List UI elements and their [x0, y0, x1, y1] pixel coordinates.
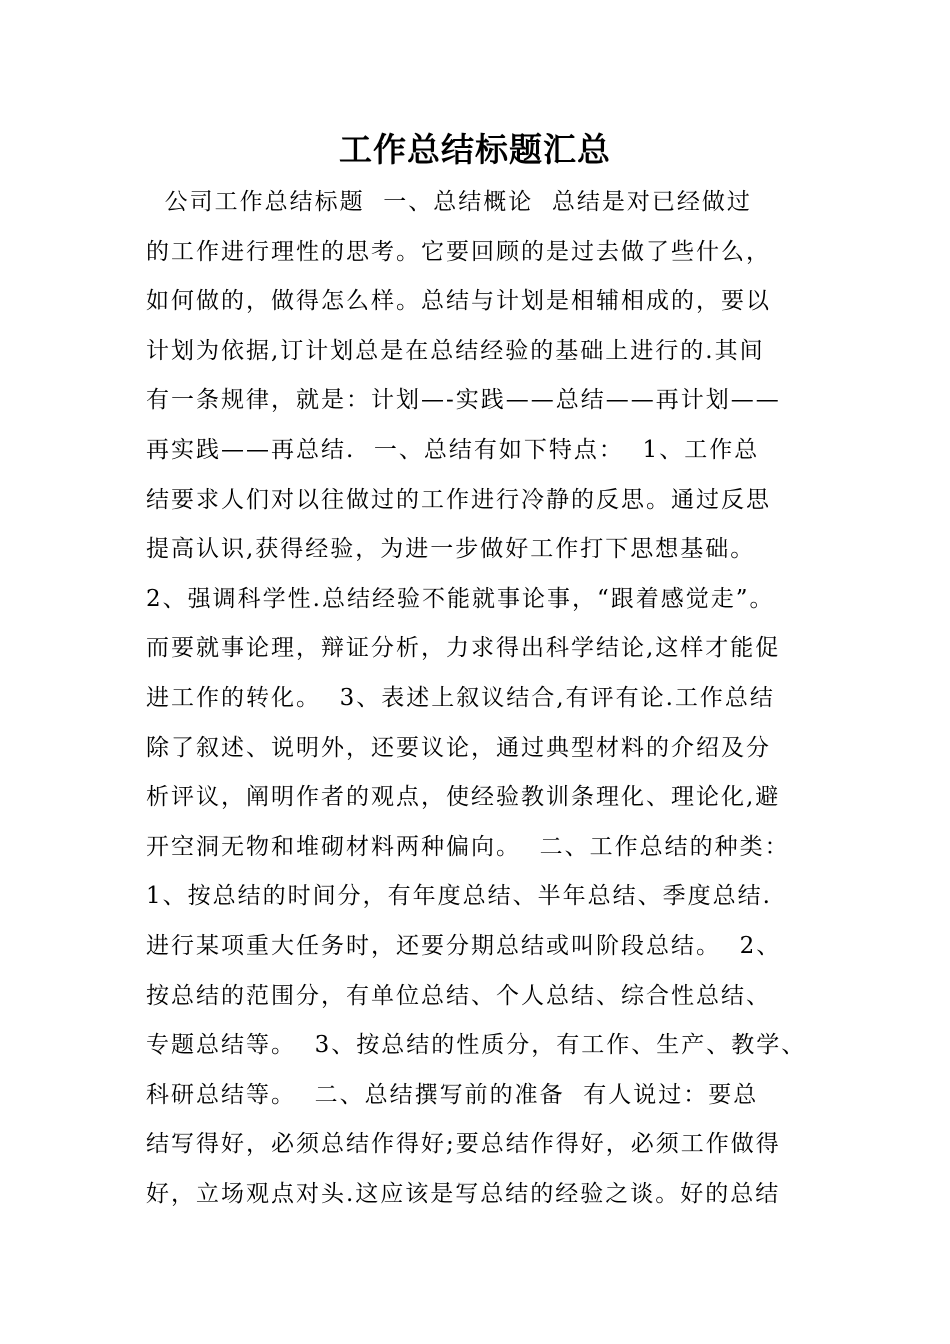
body-line: 计划为依据,订计划总是在总结经验的基础上进行的.其间: [146, 337, 765, 364]
body-line: 2、强调科学性.总结经验不能就事论事，“跟着感觉走”。: [146, 585, 775, 612]
body-line: 结要求人们对以往做过的工作进行冷静的反思。通过反思: [146, 486, 771, 513]
body-line: 有一条规律，就是：计划—-实践——总结——再计划——: [146, 387, 781, 414]
body-line: 进行某项重大任务时，还要分期总结或叫阶段总结。 2、: [146, 932, 782, 959]
body-line: 再实践——再总结. 一、总结有如下特点： 1、工作总: [146, 436, 760, 463]
body-line: 除了叙述、说明外，还要议论，通过典型材料的介绍及分: [146, 734, 771, 761]
body-line: 开空洞无物和堆砌材料两种偏向。 二、工作总结的种类：: [146, 833, 790, 860]
body-line: 好，立场观点对头.这应该是写总结的经验之谈。好的总结: [146, 1180, 781, 1207]
body-line: 专题总结等。 3、按总结的性质分，有工作、生产、教学、: [146, 1032, 807, 1059]
document-title: 工作总结标题汇总: [339, 130, 611, 169]
body-line: 进工作的转化。 3、表述上叙议结合,有评有论.工作总结: [146, 684, 775, 711]
body-line: 而要就事论理，辩证分析，力求得出科学结论,这样才能促: [146, 635, 781, 662]
body-line: 如何做的，做得怎么样。总结与计划是相辅相成的，要以: [146, 288, 771, 315]
body-line: 1、按总结的时间分，有年度总结、半年总结、季度总结.: [146, 883, 772, 910]
body-line: 结写得好，必须总结作得好;要总结作得好，必须工作做得: [146, 1131, 781, 1158]
body-line: 的工作进行理性的思考。它要回顾的是过去做了些什么，: [146, 238, 771, 265]
body-line: 公司工作总结标题 一、总结概论 总结是对已经做过: [146, 189, 752, 215]
body-line: 析评议，阐明作者的观点，使经验教训条理化、理论化,避: [146, 784, 781, 811]
body-line: 提高认识,获得经验，为进一步做好工作打下思想基础。: [146, 536, 756, 563]
body-line: 按总结的范围分，有单位总结、个人总结、综合性总结、: [146, 982, 771, 1009]
body-line: 科研总结等。 二、总结撰写前的准备 有人说过：要总: [146, 1081, 759, 1108]
document-body: [146, 178, 836, 1219]
